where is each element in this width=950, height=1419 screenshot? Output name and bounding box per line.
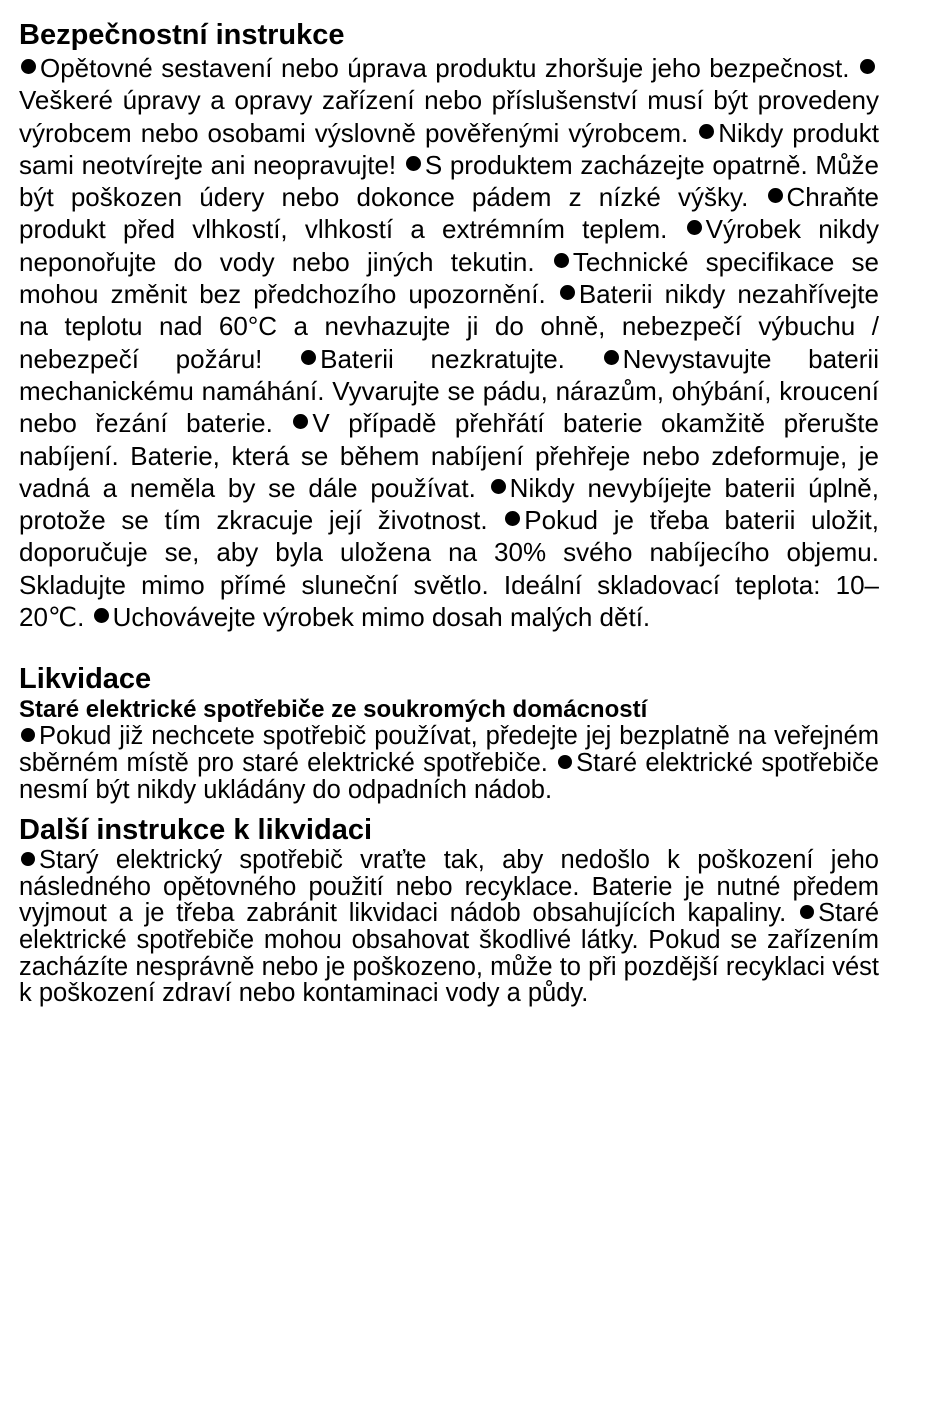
disposal-item: Staré elektrické spotřebiče nesmí být nikdy ukládány do odpadních nádob.: [19, 748, 879, 804]
further-disposal-item: Staré elektrické spotřebiče mohou obsahovat škodlivé látky. Pokud se zařízením zacházíte nesprávně nebo je poškozeno, může to při pozdější recyklaci vést k poškození zdraví nebo kontaminaci vody a půdy.: [19, 899, 880, 1008]
safety-item: Baterii nikdy nezahřívejte na teplotu nad 60°C a nevhazujte ji do ohně, nebezpečí výbuchu / nebezpečí požáru!: [19, 279, 879, 374]
disposal-title: Likvidace: [19, 663, 152, 696]
safety-item: Technické specifikace se mohou změnit bez předchozího upozornění.: [19, 246, 879, 310]
bullet-icon: [604, 350, 619, 365]
safety-item: Veškeré úpravy a opravy zařízení nebo příslušenství musí být provedeny výrobcem nebo osobami výslovně pověřenými výrobcem.: [19, 85, 879, 148]
safety-item: Výrobek nikdy neponořujte do vody nebo jiných tekutin.: [19, 214, 879, 277]
further-disposal-paragraph: [19, 847, 879, 1007]
safety-item: Nikdy nevybíjejte baterii úplně, protože se tím zkracuje její životnost.: [19, 472, 879, 536]
safety-item: Baterii nezkratujte.: [320, 343, 565, 374]
bullet-icon: [560, 285, 575, 300]
safety-paragraph: [19, 52, 879, 633]
safety-title: Bezpečnostní instrukce: [19, 19, 345, 51]
further-disposal-title: Další instrukce k likvidaci: [19, 814, 373, 847]
bullet-icon: [21, 59, 36, 74]
bullet-icon: [406, 156, 421, 171]
safety-item: Pokud je třeba baterii uložit, doporučuje se, aby byla uložena na 30% svého nabíjecího objemu. Skladujte mimo přímé sluneční světlo. Ideální skladovací teplota: 10–20℃.: [19, 505, 879, 633]
bullet-icon: [293, 414, 308, 429]
safety-item: Opětovné sestavení nebo úprava produktu zhoršuje jeho bezpečnost.: [40, 53, 850, 83]
bullet-icon: [699, 124, 714, 139]
bullet-icon: [491, 479, 506, 494]
bullet-icon: [21, 728, 35, 742]
document-page: [19, 18, 879, 1007]
bullet-icon: [94, 608, 109, 623]
safety-item: S produktem zacházejte opatrně. Může být poškozen údery nebo dokonce pádem z nízké výšky.: [19, 149, 879, 213]
bullet-icon: [558, 755, 572, 769]
safety-item: Nevystavujte baterii mechanickému namáhání. Vyvarujte se pádu, nárazům, ohýbání, kroucení nebo řezání baterie.: [19, 343, 879, 439]
safety-section: [19, 18, 879, 633]
bullet-icon: [301, 350, 316, 365]
disposal-section: [19, 663, 879, 803]
further-disposal-section: [19, 813, 879, 1007]
bullet-icon: [687, 220, 702, 235]
safety-item: Chraňte produkt před vlhkostí, vlhkostí a extrémním teplem.: [19, 182, 879, 245]
disposal-paragraph: [19, 723, 879, 803]
disposal-subtitle: Staré elektrické spotřebiče ze soukromých domácností: [19, 696, 648, 724]
further-disposal-item: Starý elektrický spotřebič vraťte tak, aby nedošlo k poškození jeho následného opětovného použití nebo recyklace. Baterie je nutné předem vyjmout a je třeba zabránit likvidaci nádob obsahujících kapaliny.: [19, 846, 879, 928]
bullet-icon: [554, 253, 569, 268]
safety-item: V případě přehřátí baterie okamžitě přerušte nabíjení. Baterie, která se během nabíjení přehřeje nebo zdeformuje, je vadná a neměla by se dále používat.: [19, 408, 879, 503]
bullet-icon: [21, 852, 35, 866]
bullet-icon: [768, 188, 783, 203]
safety-item: Uchovávejte výrobek mimo dosah malých dětí.: [112, 602, 651, 633]
bullet-icon: [860, 59, 875, 74]
disposal-item: Pokud již nechcete spotřebič používat, předejte jej bezplatně na veřejném sběrném místě pro staré elektrické spotřebiče.: [19, 722, 879, 777]
bullet-icon: [800, 905, 814, 919]
bullet-icon: [505, 511, 520, 526]
safety-item: Nikdy produkt sami neotvírejte ani neopravujte!: [19, 117, 879, 180]
